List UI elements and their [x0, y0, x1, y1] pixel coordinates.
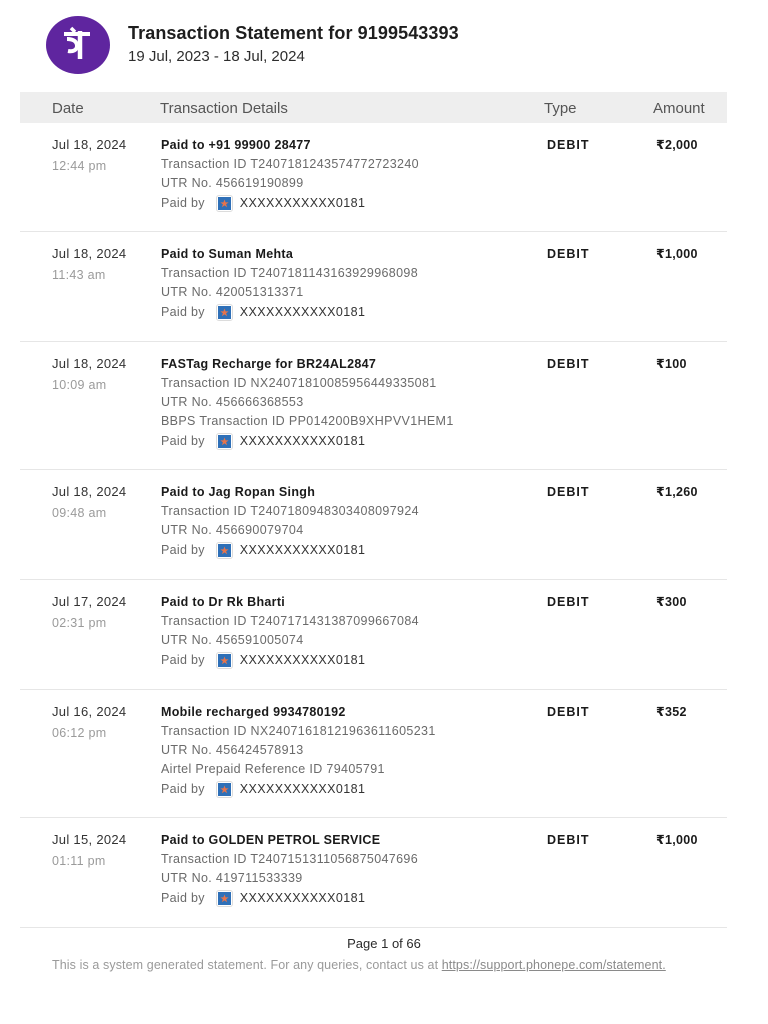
bank-logo-icon	[216, 890, 233, 907]
bank-logo-icon	[216, 542, 233, 559]
transaction-time: 12:44 pm	[52, 159, 107, 173]
account-number: XXXXXXXXXXX0181	[239, 305, 366, 319]
transaction-type: DEBIT	[547, 485, 590, 499]
bank-logo-icon	[216, 781, 233, 798]
transaction-date: Jul 18, 2024	[52, 356, 127, 371]
transaction-type: DEBIT	[547, 138, 590, 152]
table-row	[20, 470, 727, 580]
column-header-date: Date	[52, 100, 84, 117]
table-row	[20, 342, 727, 470]
transaction-time: 10:09 am	[52, 378, 107, 392]
transaction-date: Jul 18, 2024	[52, 484, 127, 499]
account-number: XXXXXXXXXXX0181	[239, 434, 366, 448]
transaction-date: Jul 16, 2024	[52, 704, 127, 719]
transaction-amount: ₹352	[656, 705, 687, 719]
bank-logo-icon	[216, 195, 233, 212]
transaction-time: 01:11 pm	[52, 854, 106, 868]
paid-by	[161, 193, 419, 213]
phonepe-logo-icon	[46, 16, 110, 74]
transaction-id: Transaction ID T2407181243574772723240	[161, 157, 419, 171]
transaction-amount: ₹300	[656, 595, 687, 609]
statement-title: Transaction Statement for 9199543393	[128, 23, 459, 43]
footer-note-text: This is a system generated statement. For any queries, contact us at	[52, 958, 442, 972]
transaction-time: 06:12 pm	[52, 726, 107, 740]
operator-reference-id: Airtel Prepaid Reference ID 79405791	[161, 762, 385, 776]
transaction-amount: ₹1,000	[656, 833, 698, 847]
account-number: XXXXXXXXXXX0181	[239, 196, 366, 210]
transaction-date: Jul 17, 2024	[52, 594, 127, 609]
table-row	[20, 690, 727, 818]
transaction-date: Jul 18, 2024	[52, 246, 127, 261]
transaction-id: Transaction ID T2407171431387099667084	[161, 614, 419, 628]
transaction-amount: ₹1,000	[656, 247, 698, 261]
transaction-type: DEBIT	[547, 833, 590, 847]
transaction-id: Transaction ID T2407151311056875047696	[161, 852, 419, 866]
account-number: XXXXXXXXXXX0181	[239, 653, 366, 667]
column-header-details: Transaction Details	[160, 100, 288, 117]
bank-logo-icon	[216, 652, 233, 669]
paid-by	[161, 431, 454, 451]
paid-by-label: Paid by	[161, 305, 205, 319]
transaction-type: DEBIT	[547, 357, 590, 371]
column-header-amount: Amount	[653, 100, 705, 117]
account-number: XXXXXXXXXXX0181	[239, 543, 366, 557]
statement-header	[46, 16, 459, 74]
paid-by-label: Paid by	[161, 196, 205, 210]
table-row	[20, 232, 727, 342]
support-link[interactable]: https://support.phonepe.com/statement.	[441, 958, 666, 972]
table-row	[20, 580, 727, 690]
transaction-description: Paid to Dr Rk Bharti	[161, 595, 286, 609]
transaction-date: Jul 15, 2024	[52, 832, 127, 847]
account-number: XXXXXXXXXXX0181	[239, 891, 366, 905]
transaction-time: 09:48 am	[52, 506, 107, 520]
paid-by	[161, 779, 436, 799]
transaction-description: Paid to Suman Mehta	[161, 247, 294, 261]
utr-number: UTR No. 456666368553	[161, 395, 304, 409]
transaction-date: Jul 18, 2024	[52, 137, 127, 152]
transaction-description: FASTag Recharge for BR24AL2847	[161, 357, 377, 371]
transaction-description: Paid to Jag Ropan Singh	[161, 485, 316, 499]
utr-number: UTR No. 456591005074	[161, 633, 304, 647]
paid-by-label: Paid by	[161, 891, 205, 905]
transaction-id: Transaction ID NX24071810085956449335081	[161, 376, 437, 390]
statement-date-range: 19 Jul, 2023 - 18 Jul, 2024	[128, 48, 305, 65]
transaction-description: Mobile recharged 9934780192	[161, 705, 346, 719]
utr-number: UTR No. 456424578913	[161, 743, 304, 757]
paid-by-label: Paid by	[161, 543, 205, 557]
transaction-amount: ₹100	[656, 357, 687, 371]
page-number: Page 1 of 66	[347, 936, 421, 951]
paid-by	[161, 540, 419, 560]
footer-note	[52, 958, 666, 972]
account-number: XXXXXXXXXXX0181	[239, 782, 366, 796]
paid-by-label: Paid by	[161, 653, 205, 667]
transaction-type: DEBIT	[547, 705, 590, 719]
paid-by	[161, 302, 418, 322]
utr-number: UTR No. 456619190899	[161, 176, 304, 190]
utr-number: UTR No. 419711533339	[161, 871, 303, 885]
bbps-transaction-id: BBPS Transaction ID PP014200B9XHPVV1HEM1	[161, 414, 454, 428]
transaction-id: Transaction ID T2407181143163929968098	[161, 266, 419, 280]
utr-number: UTR No. 420051313371	[161, 285, 304, 299]
paid-by	[161, 650, 419, 670]
bank-logo-icon	[216, 304, 233, 321]
table-row	[20, 818, 727, 928]
table-row	[20, 123, 727, 232]
transaction-time: 02:31 pm	[52, 616, 107, 630]
utr-number: UTR No. 456690079704	[161, 523, 304, 537]
transaction-amount: ₹2,000	[656, 138, 698, 152]
transactions-table	[20, 92, 727, 928]
phonepe-glyph-icon	[58, 25, 98, 65]
table-header	[20, 92, 727, 123]
transaction-amount: ₹1,260	[656, 485, 698, 499]
column-header-type: Type	[544, 100, 577, 117]
transaction-type: DEBIT	[547, 595, 590, 609]
paid-by-label: Paid by	[161, 782, 205, 796]
transaction-time: 11:43 am	[52, 268, 106, 282]
paid-by	[161, 888, 418, 908]
transaction-id: Transaction ID NX24071618121963611605231	[161, 724, 436, 738]
transaction-type: DEBIT	[547, 247, 590, 261]
paid-by-label: Paid by	[161, 434, 205, 448]
transaction-description: Paid to +91 99900 28477	[161, 138, 311, 152]
bank-logo-icon	[216, 433, 233, 450]
transaction-id: Transaction ID T2407180948303408097924	[161, 504, 419, 518]
transaction-description: Paid to GOLDEN PETROL SERVICE	[161, 833, 381, 847]
